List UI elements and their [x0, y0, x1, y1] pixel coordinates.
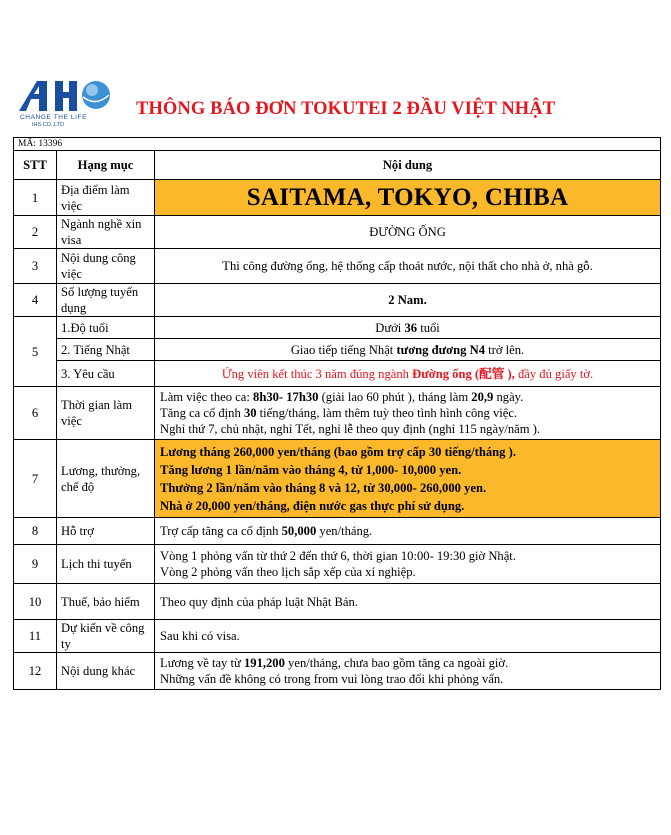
row-content: SAITAMA, TOKYO, CHIBA	[155, 180, 661, 216]
row-content: Thi công đường ống, hệ thống cấp thoát nước, nội thất cho nhà ở, nhà gỗ.	[155, 249, 661, 284]
content-line	[160, 655, 655, 671]
table-row	[14, 518, 661, 545]
content-line: Nghỉ thứ 7, chủ nhật, nghỉ Tết, nghỉ lễ theo quy định (nghỉ 115 ngày/năm ).	[160, 422, 541, 436]
table-row	[14, 180, 661, 216]
table-row	[14, 387, 661, 440]
table-row	[14, 317, 661, 339]
row-category: Nội dung khác	[57, 653, 155, 690]
content-line: Những vấn đề không có trong from vui lòng trao đổi khi phỏng vấn.	[160, 672, 504, 686]
row-number: 7	[14, 440, 57, 518]
row-content: Theo quy định của pháp luật Nhật Bản.	[155, 584, 661, 620]
row-number: 10	[14, 584, 57, 620]
overtime-hours: 30	[243, 406, 257, 420]
req-field: Đường ống (配管 ),	[412, 366, 515, 381]
row-category: 2. Tiếng Nhật	[57, 339, 155, 361]
row-content	[155, 317, 661, 339]
row-content	[155, 653, 661, 690]
header-row	[14, 151, 661, 180]
row-content: Sau khi có visa.	[155, 620, 661, 653]
row-number: 8	[14, 518, 57, 545]
net-salary: 191,200	[243, 656, 285, 670]
row-number: 4	[14, 284, 57, 317]
page-title: THÔNG BÁO ĐƠN TOKUTEI 2 ĐẦU VIỆT NHẬT	[136, 99, 556, 119]
age-value: 36	[404, 320, 418, 335]
table-row	[14, 284, 661, 317]
work-hours: 8h30- 17h30	[253, 390, 319, 404]
row-category: 1.Độ tuổi	[57, 317, 155, 339]
row-category: Nội dung công việc	[57, 249, 155, 284]
row-number: 5	[14, 317, 57, 387]
table-row	[14, 584, 661, 620]
content-line: Thưởng 2 lần/năm vào tháng 8 và 12, từ 30,000- 260,000 yen.	[160, 480, 487, 495]
job-info-table	[13, 137, 661, 690]
text-part: Tăng ca cố định	[160, 406, 244, 420]
logo-tagline: CHANGE THE LIFE	[20, 114, 88, 121]
table-row	[14, 249, 661, 284]
table-row	[14, 440, 661, 518]
row-number: 1	[14, 180, 57, 216]
text-part: yen/tháng.	[316, 524, 373, 538]
table-row	[14, 545, 661, 584]
row-number: 12	[14, 653, 57, 690]
text-part: Trợ cấp tăng ca cố định	[160, 524, 282, 538]
logo-company: IHS CO.,LTD	[32, 122, 64, 128]
content-line	[160, 405, 655, 421]
row-number: 3	[14, 249, 57, 284]
row-number: 2	[14, 216, 57, 249]
text-part: Làm việc theo ca:	[160, 390, 254, 404]
row-category: Lương, thưởng, chế độ	[57, 440, 155, 518]
jp-level: tương đương N4	[396, 342, 485, 357]
age-pre: Dưới	[375, 320, 405, 335]
table-row	[14, 361, 661, 387]
jp-pre: Giao tiếp tiếng Nhật	[290, 342, 397, 357]
content-line: Vòng 1 phỏng vấn từ thứ 2 đến thứ 6, thời gian 10:00- 19:30 giờ Nhật.	[160, 549, 516, 563]
row-category: Số lượng tuyển dụng	[57, 284, 155, 317]
company-logo	[17, 77, 117, 129]
content-line: Lương tháng 260,000 yen/tháng (bao gồm trợ cấp 30 tiếng/tháng ).	[160, 444, 516, 459]
row-content	[155, 339, 661, 361]
row-category: Thuế, bảo hiểm	[57, 584, 155, 620]
age-post: tuổi	[417, 320, 440, 335]
row-number: 6	[14, 387, 57, 440]
code-row	[14, 138, 661, 151]
row-category: Thời gian làm việc	[57, 387, 155, 440]
row-content	[155, 361, 661, 387]
logo-graphic	[17, 77, 117, 115]
content-line: Tăng lương 1 lần/năm vào tháng 4, từ 1,000- 10,000 yen.	[160, 462, 462, 477]
row-content: 2 Nam.	[155, 284, 661, 317]
col-stt: STT	[14, 151, 57, 180]
table-row	[14, 620, 661, 653]
text-part: ngày.	[493, 390, 524, 404]
text-part: yen/tháng, chưa bao gồm tăng ca ngoài giờ.	[284, 656, 509, 670]
row-category: 3. Yêu cầu	[57, 361, 155, 387]
row-category: Dự kiến về công ty	[57, 620, 155, 653]
allowance-amount: 50,000	[281, 524, 317, 538]
row-category: Ngành nghề xin visa	[57, 216, 155, 249]
text-part: Lương về tay từ	[160, 656, 244, 670]
col-category: Hạng mục	[57, 151, 155, 180]
jp-post: trở lên.	[485, 342, 525, 357]
row-number: 11	[14, 620, 57, 653]
text-part: (giải lao 60 phút ), tháng làm	[318, 390, 472, 404]
table-row	[14, 339, 661, 361]
table-row	[14, 653, 661, 690]
content-line: Vòng 2 phỏng vấn theo lịch sắp xếp của xí nghiệp.	[160, 565, 416, 579]
text-part: tiếng/tháng, làm thêm tuỳ theo tình hình công việc.	[256, 406, 518, 420]
row-category: Địa điểm làm việc	[57, 180, 155, 216]
content-line	[160, 389, 655, 405]
row-category: Hỗ trợ	[57, 518, 155, 545]
req-pre: Ứng viên kết thúc 3 năm đúng ngành	[221, 366, 413, 381]
req-post: đầy đủ giấy tờ.	[514, 366, 594, 381]
row-content	[155, 545, 661, 584]
table-row	[14, 216, 661, 249]
col-content: Nội dung	[155, 151, 661, 180]
row-content	[155, 440, 661, 518]
job-code: MÃ: 13396	[14, 138, 661, 151]
row-category: Lịch thi tuyển	[57, 545, 155, 584]
row-content	[155, 518, 661, 545]
row-content: ĐƯỜNG ỐNG	[155, 216, 661, 249]
content-line: Nhà ở 20,000 yen/tháng, điện nước gas thực phí sử dụng.	[160, 498, 465, 513]
row-number: 9	[14, 545, 57, 584]
row-content	[155, 387, 661, 440]
work-days: 20,9	[471, 390, 494, 404]
